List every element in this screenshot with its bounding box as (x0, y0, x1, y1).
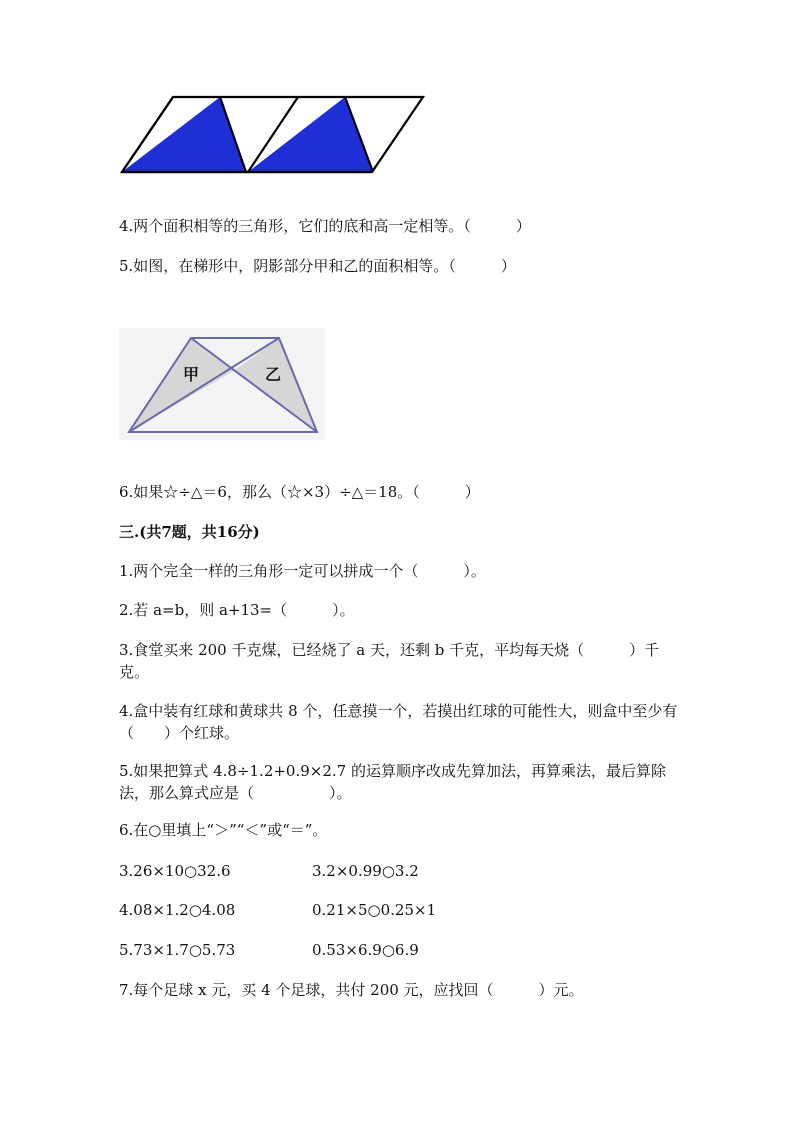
comparison-row-3 (119, 939, 679, 961)
blue-triangle-right (248, 97, 373, 172)
comparison-3b: 0.53×6.9○6.9 (312, 941, 419, 959)
section-3-question-1: 1.两个完全一样的三角形一定可以拼成一个（ ）。 (119, 562, 486, 580)
label-yi: 乙 (265, 365, 282, 384)
comparison-2a: 4.08×1.2○4.08 (119, 901, 236, 919)
question-4: 4.两个面积相等的三角形，它们的底和高一定相等。（ ） (119, 217, 531, 235)
label-jia: 甲 (183, 365, 200, 384)
section-3-heading: 三.(共7题，共16分) (119, 523, 260, 541)
section-3-question-5: 5.如果把算式 4.8÷1.2+0.9×2.7 的运算顺序改成先算加法，再算乘法，最后算除法，那么算式应是（ ）。 (119, 762, 666, 802)
comparison-row-2 (119, 899, 679, 921)
section-3-question-6: 6.在○里填上“＞”“＜”或“＝”。 (119, 821, 328, 839)
section-3-question-3: 3.食堂买来 200 千克煤，已经烧了 a 天，还剩 b 千克，平均每天烧（ ）千克。 (119, 641, 660, 681)
trapezoid-figure (119, 328, 325, 440)
comparison-2b: 0.21×5○0.25×1 (312, 901, 437, 919)
parallelogram-figure (118, 92, 428, 176)
question-6: 6.如果☆÷△＝6，那么（☆×3）÷△＝18。（ ） (119, 483, 480, 501)
comparison-1a: 3.26×10○32.6 (119, 862, 231, 880)
section-3-question-4: 4.盒中装有红球和黄球共 8 个，任意摸一个，若摸出红球的可能性大，则盒中至少有（ ）个红球。 (119, 702, 678, 742)
section-3-question-2: 2.若 a=b，则 a+13=（ ）。 (119, 601, 355, 619)
blue-triangle-left (122, 97, 246, 172)
question-5: 5.如图，在梯形中，阴影部分甲和乙的面积相等。（ ） (119, 257, 516, 275)
comparison-3a: 5.73×1.7○5.73 (119, 941, 236, 959)
comparison-1b: 3.2×0.99○3.2 (312, 862, 419, 880)
section-3-question-7: 7.每个足球 x 元，买 4 个足球，共付 200 元，应找回（ ）元。 (119, 981, 584, 999)
comparison-row-1 (119, 860, 679, 882)
